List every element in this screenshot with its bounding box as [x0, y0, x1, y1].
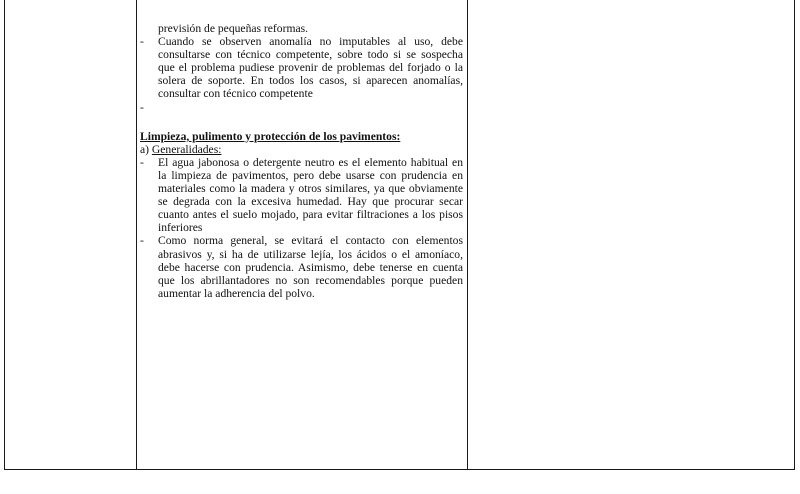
subheading-label: Generalidades: [151, 142, 222, 156]
content-cell [140, 22, 463, 300]
list-item-text: El agua jabonosa o detergente neutro es el elemento habitual en la limpieza de pavimentos, pero debe usarse con prudencia en materiales como la madera y otros similares, ya que obviamente se degrada con la excesiva humedad. Hay que procurar secar cuanto antes el suelo mojado, para evitar filtraciones a los pisos inferiores [158, 155, 463, 235]
list-item [140, 234, 463, 299]
column-divider-left [136, 0, 137, 469]
bullet-dash: - [140, 234, 144, 248]
column-divider-right [467, 0, 468, 469]
section-heading: Limpieza, pulimento y protección de los pavimentos: [140, 129, 401, 143]
list-item-text: Cuando se observen anomalía no imputables al uso, debe consultarse con técnico competente, sobre todo si se sospecha que el problema pudiese provenir de problemas del forjado o la solera de soporte. En todos los casos, si aparecen anomalías, consultar con técnico competente [158, 35, 463, 101]
list-item [140, 35, 463, 100]
subheading [140, 143, 463, 156]
list-item-empty [140, 101, 463, 114]
subheading-prefix: a) [140, 142, 152, 156]
bullet-dash: - [140, 100, 144, 114]
list-item [140, 156, 463, 235]
continuation-text: previsión de pequeñas reformas. [158, 22, 309, 35]
bullet-dash: - [140, 35, 144, 49]
list-item-text: Como norma general, se evitará el contacto con elementos abrasivos y, si ha de utilizarse lejía, los ácidos o el amoníaco, debe hacerse con prudencia. Asimismo, debe tenerse en cuenta que los abrillantadores no son recomendables porque pueden aumentar la adherencia del polvo. [158, 234, 463, 300]
bullet-dash: - [140, 155, 144, 169]
